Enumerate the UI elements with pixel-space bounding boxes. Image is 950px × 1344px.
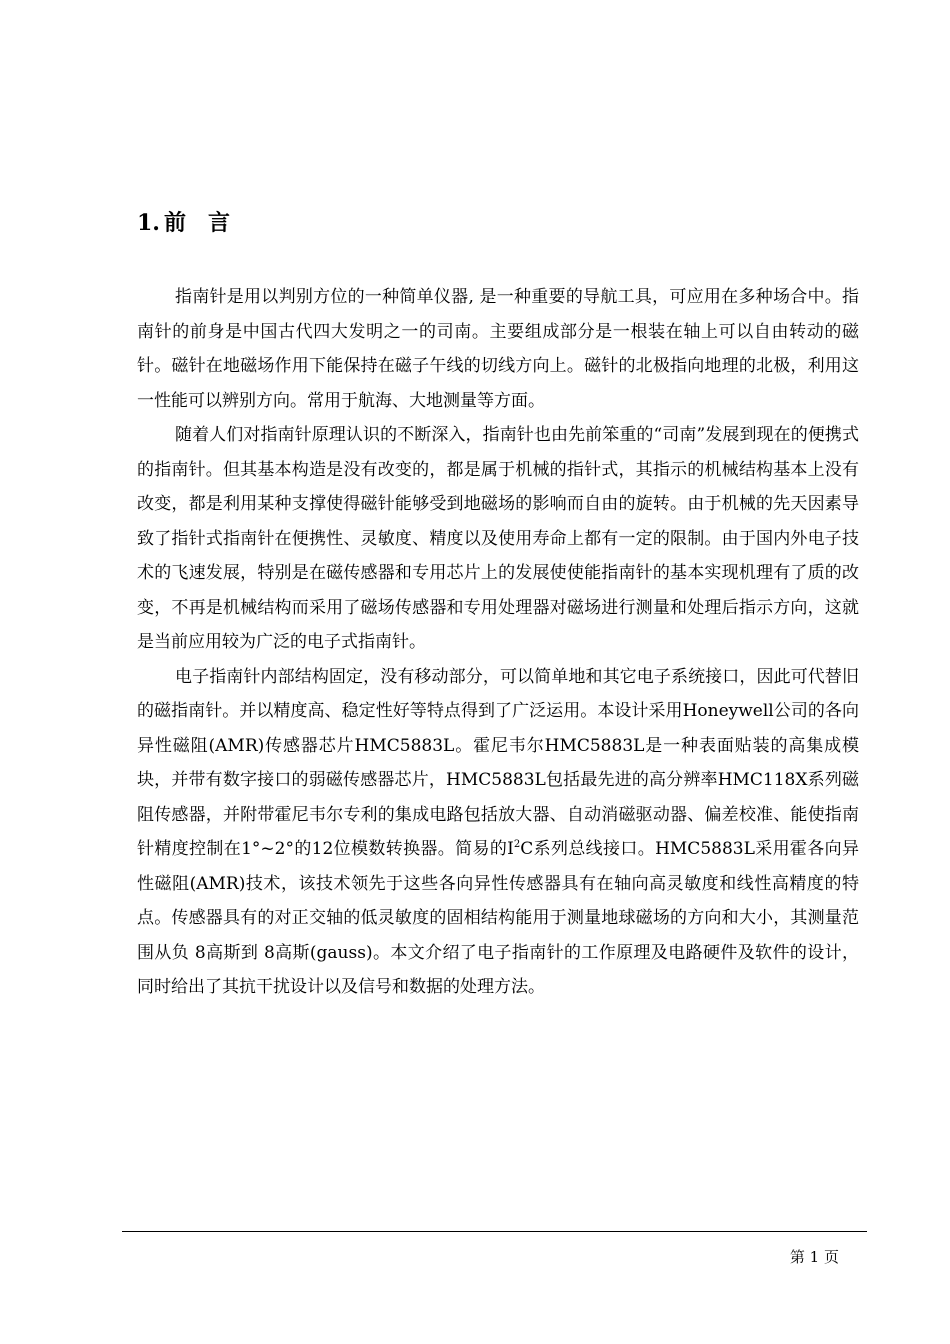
superscript-two: 2 xyxy=(513,839,521,850)
paragraph-3-part-1: 电子指南针内部结构固定，没有移动部分，可以简单地和其它电子系统接口，因此可代替旧的磁指南针。并以精度高、稳定性好等特点得到了广泛运用。本设计采用Honeywell公司的各向异性磁阻(AMR)传感器芯片HMC5883L。霍尼韦尔HMC5883L是一种表面贴装的高集成模块，并带有数字接口的弱磁传感器芯片，HMC5883L包括最先进的高分辨率HMC118X系列磁阻传感器，并附带霍尼韦尔专利的集成电路包括放大器、自动消磁驱动器、偏差校准、能使指南针精度控制在1°~2°的12位模数转换器。简易的I xyxy=(137,666,859,859)
section-title-char-2: 言 xyxy=(207,210,230,236)
paragraph-3-part-2: C系列总线接口。HMC5883L采用霍各向异性磁阻(AMR)技术，该技术领先于这些各向异性传感器具有在轴向高灵敏度和线性高精度的特点。传感器具有的对正交轴的低灵敏度的固相结构能用于测量地球磁场的方向和大小，其测量范围从负 8高斯到 8高斯(gauss)。本文介绍了电子指南针的工作原理及电路硬件及软件的设计，同时给出了其抗干扰设计以及信号和数据的处理方法。 xyxy=(137,839,859,997)
footer-divider xyxy=(122,1231,867,1232)
paragraph-1: 指南针是用以判别方位的一种简单仪器, 是一种重要的导航工具，可应用在多种场合中。指南针的前身是中国古代四大发明之一的司南。主要组成部分是一根装在轴上可以自由转动的磁针。磁针在地磁场作用下能保持在磁子午线的切线方向上。磁针的北极指向地理的北极，利用这一性能可以辨别方向。常用于航海、大地测量等方面。 xyxy=(137,287,859,411)
page-number: 第 1 页 xyxy=(789,1248,839,1266)
section-title-char-1: 前 xyxy=(163,210,186,236)
body-text xyxy=(137,280,859,1005)
paragraph-2: 随着人们对指南针原理认识的不断深入，指南针也由先前笨重的“司南”发展到现在的便携式的指南针。但其基本构造是没有改变的，都是属于机械的指针式，其指示的机械结构基本上没有改变，都是利用某种支撑使得磁针能够受到地磁场的影响而自由的旋转。由于机械的先天因素导致了指针式指南针在便携性、灵敏度、精度以及使用寿命上都有一定的限制。由于国内外电子技术的飞速发展，特别是在磁传感器和专用芯片上的发展使使能指南针的基本实现机理有了质的改变，不再是机械结构而采用了磁场传感器和专用处理器对磁场进行测量和处理后指示方向，这就是当前应用较为广泛的电子式指南针。 xyxy=(137,425,859,652)
section-heading xyxy=(137,206,230,237)
section-number: 1. xyxy=(137,210,160,236)
paragraph-3 xyxy=(137,660,859,1005)
